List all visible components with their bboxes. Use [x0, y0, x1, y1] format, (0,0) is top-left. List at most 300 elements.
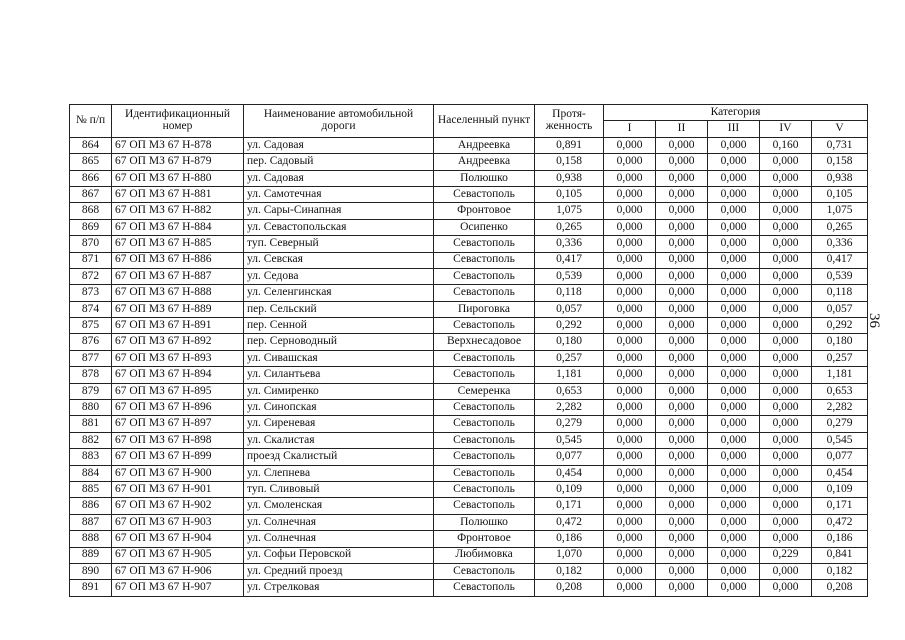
table-row: [70, 236, 868, 252]
row-category-1: 0,000: [604, 318, 656, 334]
row-category-2: 0,000: [656, 547, 708, 563]
row-category-1: 0,000: [604, 383, 656, 399]
row-category-3: 0,000: [708, 416, 760, 432]
row-category-4: 0,000: [760, 367, 812, 383]
row-category-1: 0,000: [604, 285, 656, 301]
row-number: 879: [70, 383, 112, 399]
row-length: 0,077: [535, 449, 604, 465]
row-identifier: 67 ОП МЗ 67 Н-907: [112, 580, 244, 596]
row-identifier: 67 ОП МЗ 67 Н-878: [112, 137, 244, 153]
table-row: [70, 186, 868, 202]
row-category-1: 0,000: [604, 334, 656, 350]
row-category-4: 0,000: [760, 334, 812, 350]
table-row: [70, 137, 868, 153]
row-identifier: 67 ОП МЗ 67 Н-904: [112, 531, 244, 547]
table-row: [70, 170, 868, 186]
row-length: 0,158: [535, 154, 604, 170]
row-number: 890: [70, 563, 112, 579]
row-length: 0,257: [535, 350, 604, 366]
table-row: [70, 383, 868, 399]
row-road-name: ул. Синопская: [244, 400, 434, 416]
row-category-2: 0,000: [656, 465, 708, 481]
table-row: [70, 154, 868, 170]
row-category-4: 0,000: [760, 498, 812, 514]
header-settlement: Населенный пункт: [434, 105, 535, 138]
row-length: 1,075: [535, 203, 604, 219]
row-category-2: 0,000: [656, 219, 708, 235]
row-road-name: пер. Серноводный: [244, 334, 434, 350]
row-identifier: 67 ОП МЗ 67 Н-882: [112, 203, 244, 219]
row-category-5: 1,075: [812, 203, 868, 219]
row-category-4: 0,000: [760, 563, 812, 579]
row-number: 885: [70, 481, 112, 497]
row-category-1: 0,000: [604, 514, 656, 530]
row-identifier: 67 ОП МЗ 67 Н-889: [112, 301, 244, 317]
row-category-3: 0,000: [708, 531, 760, 547]
row-length: 0,653: [535, 383, 604, 399]
row-category-3: 0,000: [708, 236, 760, 252]
row-category-3: 0,000: [708, 481, 760, 497]
table-row: [70, 367, 868, 383]
row-category-2: 0,000: [656, 383, 708, 399]
row-settlement: Верхнесадовое: [434, 334, 535, 350]
row-category-3: 0,000: [708, 432, 760, 448]
header-identifier: Идентификационный номер: [112, 105, 244, 138]
row-identifier: 67 ОП МЗ 67 Н-897: [112, 416, 244, 432]
row-category-1: 0,000: [604, 563, 656, 579]
row-category-4: 0,000: [760, 219, 812, 235]
row-category-5: 1,181: [812, 367, 868, 383]
row-category-5: 0,731: [812, 137, 868, 153]
row-category-2: 0,000: [656, 350, 708, 366]
row-identifier: 67 ОП МЗ 67 Н-885: [112, 236, 244, 252]
row-length: 0,292: [535, 318, 604, 334]
row-number: 864: [70, 137, 112, 153]
row-identifier: 67 ОП МЗ 67 Н-888: [112, 285, 244, 301]
row-number: 882: [70, 432, 112, 448]
row-road-name: ул. Седова: [244, 268, 434, 284]
row-category-1: 0,000: [604, 170, 656, 186]
row-identifier: 67 ОП МЗ 67 Н-903: [112, 514, 244, 530]
row-category-5: 0,158: [812, 154, 868, 170]
table-row: [70, 498, 868, 514]
row-category-5: 0,938: [812, 170, 868, 186]
row-length: 0,182: [535, 563, 604, 579]
row-category-3: 0,000: [708, 547, 760, 563]
row-category-3: 0,000: [708, 285, 760, 301]
row-length: 0,118: [535, 285, 604, 301]
row-category-4: 0,000: [760, 514, 812, 530]
header-category-2: II: [656, 121, 708, 137]
row-road-name: ул. Смоленская: [244, 498, 434, 514]
row-category-4: 0,000: [760, 449, 812, 465]
header-category-1: I: [604, 121, 656, 137]
row-identifier: 67 ОП МЗ 67 Н-880: [112, 170, 244, 186]
row-category-5: 0,186: [812, 531, 868, 547]
row-category-5: 0,292: [812, 318, 868, 334]
row-category-1: 0,000: [604, 252, 656, 268]
row-category-1: 0,000: [604, 186, 656, 202]
row-category-2: 0,000: [656, 252, 708, 268]
row-category-5: 0,109: [812, 481, 868, 497]
row-category-5: 0,454: [812, 465, 868, 481]
row-category-5: 0,208: [812, 580, 868, 596]
row-road-name: пер. Садовый: [244, 154, 434, 170]
row-number: 878: [70, 367, 112, 383]
row-category-4: 0,000: [760, 481, 812, 497]
row-length: 0,279: [535, 416, 604, 432]
table-header: [70, 105, 868, 138]
row-category-3: 0,000: [708, 350, 760, 366]
row-category-4: 0,000: [760, 383, 812, 399]
row-road-name: ул. Селенгинская: [244, 285, 434, 301]
row-category-5: 0,279: [812, 416, 868, 432]
row-category-3: 0,000: [708, 580, 760, 596]
table-row: [70, 465, 868, 481]
row-road-name: ул. Силантьева: [244, 367, 434, 383]
row-settlement: Полюшко: [434, 514, 535, 530]
row-identifier: 67 ОП МЗ 67 Н-902: [112, 498, 244, 514]
row-category-5: 2,282: [812, 400, 868, 416]
row-length: 0,417: [535, 252, 604, 268]
row-length: 0,545: [535, 432, 604, 448]
row-settlement: Фронтовое: [434, 203, 535, 219]
row-category-4: 0,000: [760, 400, 812, 416]
table-row: [70, 432, 868, 448]
row-category-5: 0,545: [812, 432, 868, 448]
row-road-name: ул. Симиренко: [244, 383, 434, 399]
row-category-1: 0,000: [604, 531, 656, 547]
table-row: [70, 301, 868, 317]
row-category-2: 0,000: [656, 400, 708, 416]
row-length: 0,891: [535, 137, 604, 153]
table-row: [70, 400, 868, 416]
row-road-name: ул. Севская: [244, 252, 434, 268]
row-number: 867: [70, 186, 112, 202]
row-length: 0,539: [535, 268, 604, 284]
row-road-name: ул. Солнечная: [244, 514, 434, 530]
row-category-5: 0,841: [812, 547, 868, 563]
row-category-2: 0,000: [656, 498, 708, 514]
row-road-name: ул. Скалистая: [244, 432, 434, 448]
row-length: 0,171: [535, 498, 604, 514]
header-road-name: Наименование автомобильной дороги: [244, 105, 434, 138]
row-category-4: 0,000: [760, 531, 812, 547]
row-settlement: Севастополь: [434, 367, 535, 383]
row-category-2: 0,000: [656, 186, 708, 202]
row-settlement: Севастополь: [434, 400, 535, 416]
row-category-1: 0,000: [604, 481, 656, 497]
row-category-3: 0,000: [708, 154, 760, 170]
page-number: 36: [866, 313, 882, 328]
row-settlement: Фронтовое: [434, 531, 535, 547]
row-settlement: Севастополь: [434, 481, 535, 497]
row-category-1: 0,000: [604, 498, 656, 514]
row-settlement: Андреевка: [434, 137, 535, 153]
row-road-name: ул. Средний проезд: [244, 563, 434, 579]
row-length: 0,180: [535, 334, 604, 350]
row-category-1: 0,000: [604, 465, 656, 481]
row-category-2: 0,000: [656, 432, 708, 448]
row-road-name: пер. Сельский: [244, 301, 434, 317]
row-category-3: 0,000: [708, 367, 760, 383]
row-category-4: 0,000: [760, 268, 812, 284]
row-number: 874: [70, 301, 112, 317]
row-number: 873: [70, 285, 112, 301]
row-settlement: Полюшко: [434, 170, 535, 186]
row-category-2: 0,000: [656, 367, 708, 383]
table-row: [70, 318, 868, 334]
table-row: [70, 268, 868, 284]
table-row: [70, 416, 868, 432]
header-category-3: III: [708, 121, 760, 137]
row-category-4: 0,000: [760, 432, 812, 448]
row-category-5: 0,539: [812, 268, 868, 284]
row-road-name: ул. Софьи Перовской: [244, 547, 434, 563]
row-length: 0,472: [535, 514, 604, 530]
row-category-3: 0,000: [708, 465, 760, 481]
row-settlement: Севастополь: [434, 563, 535, 579]
row-category-4: 0,000: [760, 154, 812, 170]
row-identifier: 67 ОП МЗ 67 Н-900: [112, 465, 244, 481]
row-settlement: Севастополь: [434, 252, 535, 268]
row-category-5: 0,077: [812, 449, 868, 465]
row-settlement: Севастополь: [434, 449, 535, 465]
row-length: 0,208: [535, 580, 604, 596]
row-number: 871: [70, 252, 112, 268]
row-category-2: 0,000: [656, 285, 708, 301]
row-category-1: 0,000: [604, 154, 656, 170]
table-row: [70, 514, 868, 530]
row-length: 0,109: [535, 481, 604, 497]
row-category-4: 0,000: [760, 186, 812, 202]
row-length: 0,336: [535, 236, 604, 252]
row-road-name: ул. Сары-Синапная: [244, 203, 434, 219]
row-category-4: 0,000: [760, 203, 812, 219]
row-category-1: 0,000: [604, 219, 656, 235]
row-category-2: 0,000: [656, 301, 708, 317]
row-category-1: 0,000: [604, 203, 656, 219]
row-number: 889: [70, 547, 112, 563]
table-row: [70, 219, 868, 235]
row-length: 0,186: [535, 531, 604, 547]
row-category-5: 0,057: [812, 301, 868, 317]
row-category-1: 0,000: [604, 416, 656, 432]
row-category-1: 0,000: [604, 547, 656, 563]
row-road-name: ул. Сивашская: [244, 350, 434, 366]
row-length: 0,105: [535, 186, 604, 202]
row-identifier: 67 ОП МЗ 67 Н-906: [112, 563, 244, 579]
row-settlement: Осипенко: [434, 219, 535, 235]
table-row: [70, 350, 868, 366]
row-category-4: 0,000: [760, 350, 812, 366]
roads-table: [69, 104, 868, 597]
row-length: 0,265: [535, 219, 604, 235]
row-number: 886: [70, 498, 112, 514]
row-category-3: 0,000: [708, 400, 760, 416]
row-number: 883: [70, 449, 112, 465]
row-identifier: 67 ОП МЗ 67 Н-898: [112, 432, 244, 448]
row-road-name: ул. Севастопольская: [244, 219, 434, 235]
row-identifier: 67 ОП МЗ 67 Н-879: [112, 154, 244, 170]
row-category-4: 0,000: [760, 580, 812, 596]
row-category-3: 0,000: [708, 498, 760, 514]
row-identifier: 67 ОП МЗ 67 Н-894: [112, 367, 244, 383]
row-category-1: 0,000: [604, 432, 656, 448]
row-category-2: 0,000: [656, 563, 708, 579]
row-category-5: 0,417: [812, 252, 868, 268]
row-category-2: 0,000: [656, 334, 708, 350]
header-category-4: IV: [760, 121, 812, 137]
row-identifier: 67 ОП МЗ 67 Н-884: [112, 219, 244, 235]
row-category-1: 0,000: [604, 236, 656, 252]
row-settlement: Любимовка: [434, 547, 535, 563]
row-category-4: 0,000: [760, 252, 812, 268]
row-settlement: Севастополь: [434, 186, 535, 202]
row-length: 2,282: [535, 400, 604, 416]
row-category-3: 0,000: [708, 219, 760, 235]
row-settlement: Севастополь: [434, 268, 535, 284]
header-length: Протя- женность: [535, 105, 604, 138]
row-category-2: 0,000: [656, 514, 708, 530]
row-length: 1,070: [535, 547, 604, 563]
row-settlement: Севастополь: [434, 416, 535, 432]
row-road-name: проезд Скалистый: [244, 449, 434, 465]
table-row: [70, 580, 868, 596]
row-category-1: 0,000: [604, 137, 656, 153]
row-settlement: Севастополь: [434, 498, 535, 514]
row-category-4: 0,000: [760, 285, 812, 301]
row-category-3: 0,000: [708, 186, 760, 202]
row-identifier: 67 ОП МЗ 67 Н-887: [112, 268, 244, 284]
row-number: 870: [70, 236, 112, 252]
row-road-name: ул. Слепнева: [244, 465, 434, 481]
row-category-5: 0,118: [812, 285, 868, 301]
row-settlement: Севастополь: [434, 580, 535, 596]
row-category-5: 0,182: [812, 563, 868, 579]
row-category-2: 0,000: [656, 236, 708, 252]
row-category-5: 0,180: [812, 334, 868, 350]
row-number: 888: [70, 531, 112, 547]
row-number: 884: [70, 465, 112, 481]
row-road-name: ул. Сиреневая: [244, 416, 434, 432]
row-category-5: 0,257: [812, 350, 868, 366]
row-settlement: Пироговка: [434, 301, 535, 317]
row-settlement: Севастополь: [434, 465, 535, 481]
table-row: [70, 481, 868, 497]
row-category-4: 0,229: [760, 547, 812, 563]
row-category-4: 0,160: [760, 137, 812, 153]
row-length: 0,057: [535, 301, 604, 317]
row-road-name: ул. Самотечная: [244, 186, 434, 202]
row-number: 866: [70, 170, 112, 186]
row-category-3: 0,000: [708, 268, 760, 284]
row-category-5: 0,265: [812, 219, 868, 235]
row-road-name: туп. Северный: [244, 236, 434, 252]
row-number: 865: [70, 154, 112, 170]
row-identifier: 67 ОП МЗ 67 Н-895: [112, 383, 244, 399]
table-row: [70, 449, 868, 465]
row-category-3: 0,000: [708, 563, 760, 579]
row-identifier: 67 ОП МЗ 67 Н-892: [112, 334, 244, 350]
row-settlement: Семеренка: [434, 383, 535, 399]
row-road-name: ул. Садовая: [244, 170, 434, 186]
row-category-3: 0,000: [708, 203, 760, 219]
row-settlement: Севастополь: [434, 236, 535, 252]
row-number: 877: [70, 350, 112, 366]
table-row: [70, 203, 868, 219]
table-row: [70, 285, 868, 301]
row-category-3: 0,000: [708, 514, 760, 530]
row-category-1: 0,000: [604, 268, 656, 284]
row-category-2: 0,000: [656, 268, 708, 284]
row-category-1: 0,000: [604, 580, 656, 596]
row-category-1: 0,000: [604, 301, 656, 317]
row-settlement: Севастополь: [434, 432, 535, 448]
row-identifier: 67 ОП МЗ 67 Н-893: [112, 350, 244, 366]
row-category-4: 0,000: [760, 301, 812, 317]
row-category-2: 0,000: [656, 531, 708, 547]
row-category-2: 0,000: [656, 481, 708, 497]
row-category-4: 0,000: [760, 416, 812, 432]
row-category-3: 0,000: [708, 301, 760, 317]
row-settlement: Севастополь: [434, 318, 535, 334]
row-category-4: 0,000: [760, 170, 812, 186]
row-category-2: 0,000: [656, 137, 708, 153]
row-category-5: 0,336: [812, 236, 868, 252]
row-category-4: 0,000: [760, 318, 812, 334]
row-settlement: Андреевка: [434, 154, 535, 170]
row-road-name: ул. Стрелковая: [244, 580, 434, 596]
row-identifier: 67 ОП МЗ 67 Н-899: [112, 449, 244, 465]
header-category: Категория: [604, 105, 868, 121]
row-category-5: 0,171: [812, 498, 868, 514]
row-identifier: 67 ОП МЗ 67 Н-886: [112, 252, 244, 268]
table-row: [70, 252, 868, 268]
row-category-4: 0,000: [760, 236, 812, 252]
row-category-1: 0,000: [604, 350, 656, 366]
row-length: 0,454: [535, 465, 604, 481]
row-number: 876: [70, 334, 112, 350]
table-row: [70, 531, 868, 547]
row-settlement: Севастополь: [434, 350, 535, 366]
row-category-2: 0,000: [656, 170, 708, 186]
row-category-2: 0,000: [656, 318, 708, 334]
row-identifier: 67 ОП МЗ 67 Н-881: [112, 186, 244, 202]
header-number: № п/п: [70, 105, 112, 138]
row-length: 1,181: [535, 367, 604, 383]
row-category-3: 0,000: [708, 449, 760, 465]
row-road-name: пер. Сенной: [244, 318, 434, 334]
row-number: 891: [70, 580, 112, 596]
row-category-2: 0,000: [656, 154, 708, 170]
row-length: 0,938: [535, 170, 604, 186]
row-category-2: 0,000: [656, 580, 708, 596]
row-number: 875: [70, 318, 112, 334]
header-category-5: V: [812, 121, 868, 137]
row-road-name: ул. Солнечная: [244, 531, 434, 547]
row-number: 872: [70, 268, 112, 284]
row-category-3: 0,000: [708, 170, 760, 186]
table-body: [70, 137, 868, 596]
row-identifier: 67 ОП МЗ 67 Н-905: [112, 547, 244, 563]
row-category-3: 0,000: [708, 334, 760, 350]
row-category-5: 0,653: [812, 383, 868, 399]
row-category-4: 0,000: [760, 465, 812, 481]
row-number: 887: [70, 514, 112, 530]
row-number: 881: [70, 416, 112, 432]
row-road-name: ул. Садовая: [244, 137, 434, 153]
